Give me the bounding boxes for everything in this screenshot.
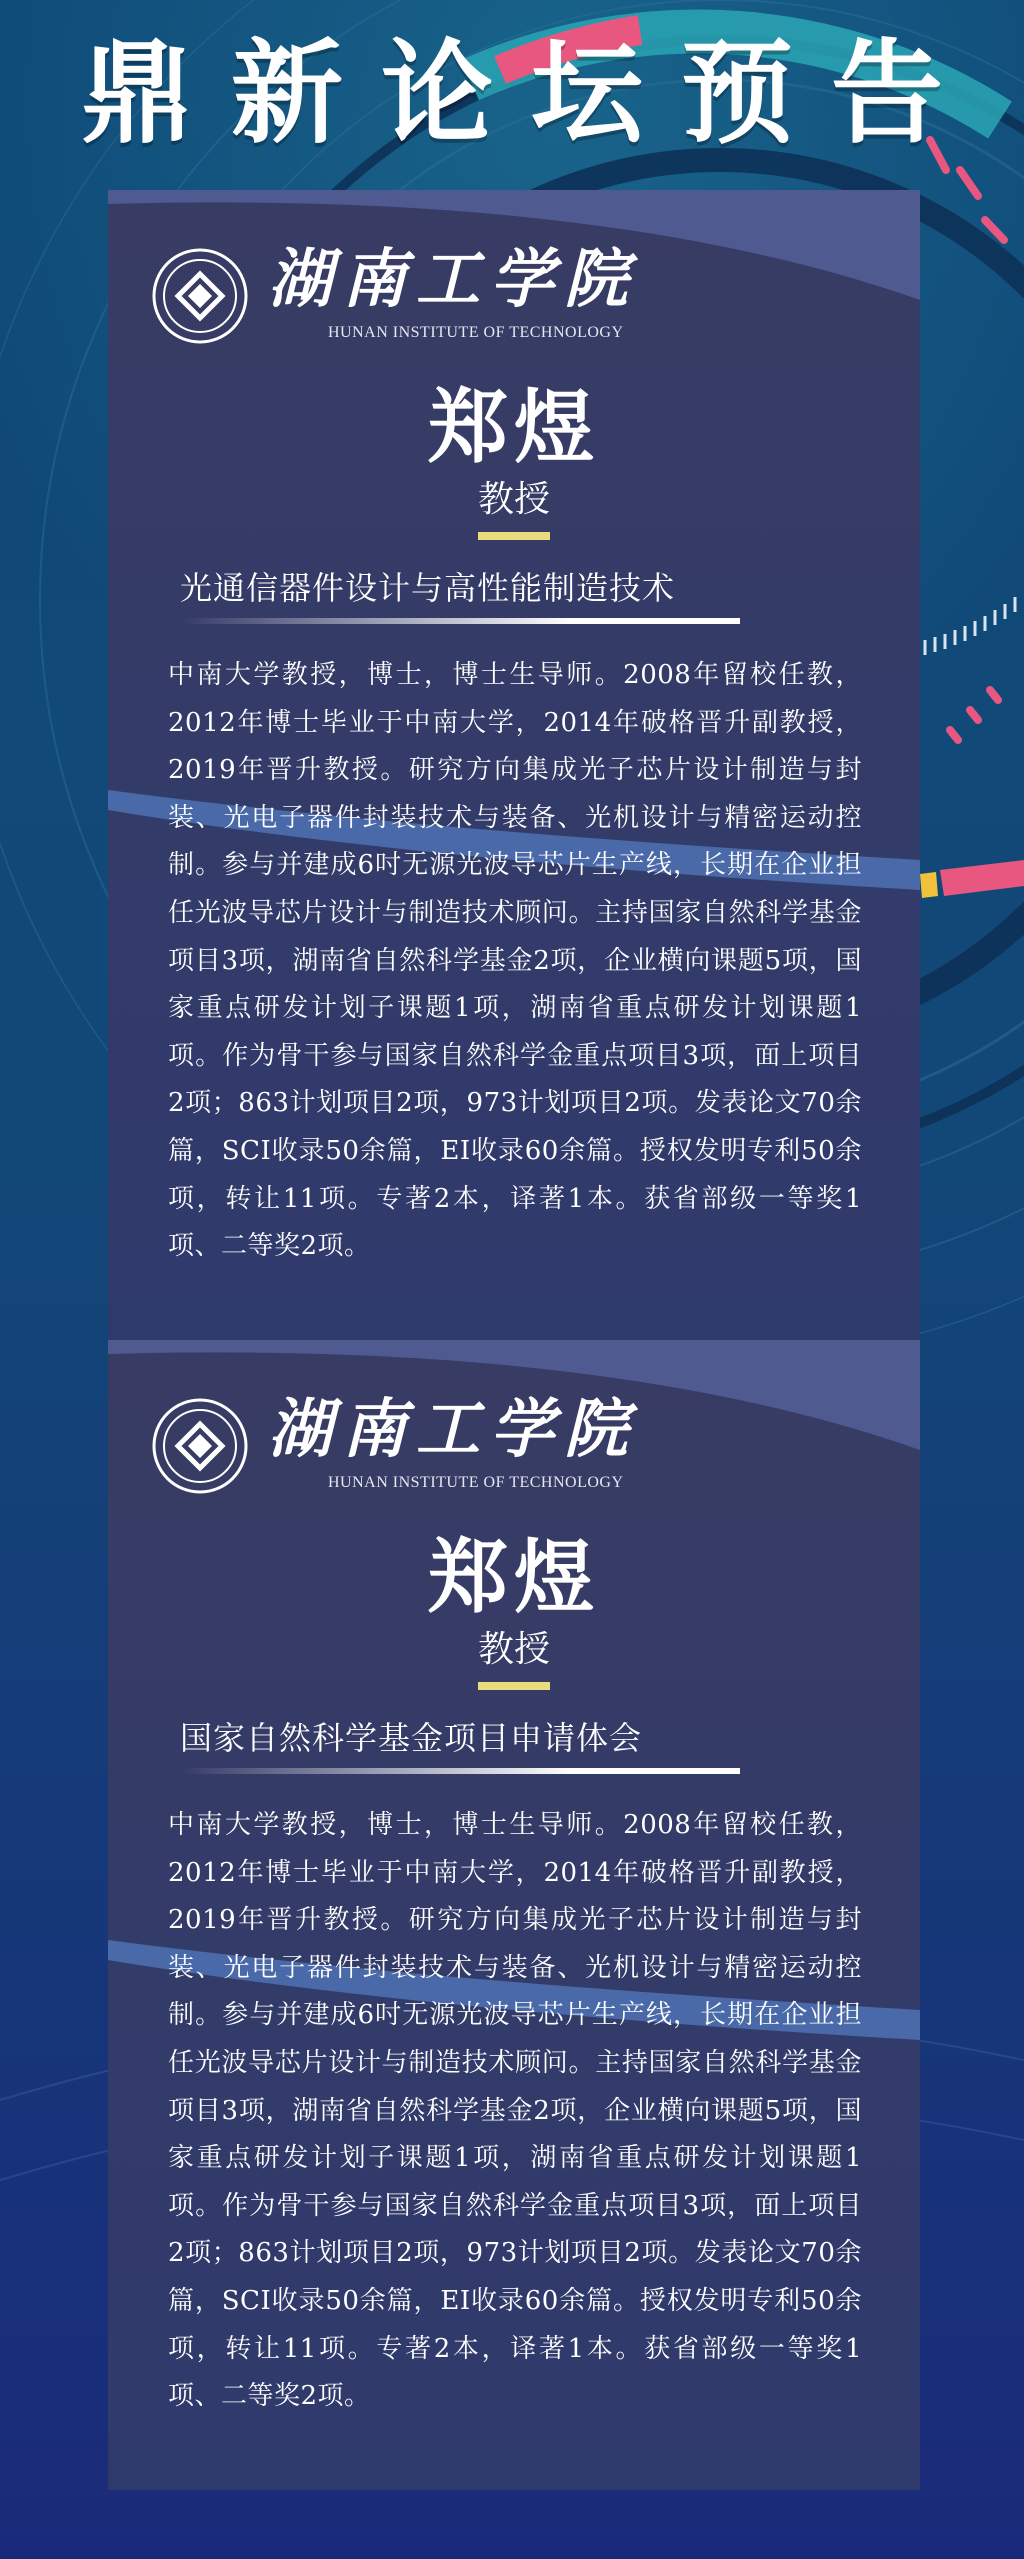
- topic-underline: [180, 618, 740, 624]
- university-logo: [152, 1392, 652, 1508]
- talk-card-1: [108, 190, 920, 1340]
- speaker-title: 教授: [477, 1629, 550, 1670]
- university-name-cn: 湖南工学院: [268, 242, 638, 317]
- speaker-name: 郑煜: [428, 1531, 600, 1624]
- speaker-name: 郑煜: [428, 381, 600, 474]
- page-title: 鼎新论坛预告: [81, 29, 981, 159]
- title-underline: [478, 1682, 550, 1690]
- university-name-en: HUNAN INSTITUTE OF TECHNOLOGY: [328, 1474, 624, 1491]
- title-underline: [478, 532, 550, 540]
- talk-topic: 光通信器件设计与高性能制造技术: [180, 569, 676, 607]
- university-seal-icon: [152, 1398, 248, 1494]
- university-seal-icon: [152, 248, 248, 344]
- university-logo: [152, 242, 652, 358]
- speaker-bio: 中南大学教授，博士，博士生导师。2008年留校任教，2012年博士毕业于中南大学，2014年破格晋升副教授，2019年晋升教授。研究方向集成光子芯片设计制造与封装、光电子器件封装技术与装备、光机设计与精密运动控制。参与并建成6吋无源光波导芯片生产线，长期在企业担任光波导芯片设计与制造技术顾问。主持国家自然科学基金项目3项，湖南省自然科学基金2项，企业横向课题5项，国家重点研发计划子课题1项，湖南省重点研发计划课题1项。作为骨干参与国家自然科学金重点项目3项，面上项目2项；863计划项目2项，973计划项目2项。发表论文70余篇，SCI收录50余篇，EI收录60余篇。授权发明专利50余项，转让11项。专著2本，译著1本。获省部级一等奖1项、二等奖2项。: [168, 660, 862, 1262]
- talk-topic: 国家自然科学基金项目申请体会: [180, 1719, 643, 1757]
- university-name-en: HUNAN INSTITUTE OF TECHNOLOGY: [328, 324, 624, 341]
- university-name-cn: 湖南工学院: [268, 1392, 638, 1467]
- speaker-bio: 中南大学教授，博士，博士生导师。2008年留校任教，2012年博士毕业于中南大学，2014年破格晋升副教授，2019年晋升教授。研究方向集成光子芯片设计制造与封装、光电子器件封装技术与装备、光机设计与精密运动控制。参与并建成6吋无源光波导芯片生产线，长期在企业担任光波导芯片设计与制造技术顾问。主持国家自然科学基金项目3项，湖南省自然科学基金2项，企业横向课题5项，国家重点研发计划子课题1项，湖南省重点研发计划课题1项。作为骨干参与国家自然科学金重点项目3项，面上项目2项；863计划项目2项，973计划项目2项。发表论文70余篇，SCI收录50余篇，EI收录60余篇。授权发明专利50余项，转让11项。专著2本，译著1本。获省部级一等奖1项、二等奖2项。: [168, 1810, 862, 2412]
- talk-card-2: [108, 1340, 920, 2490]
- topic-underline: [180, 1768, 740, 1774]
- speaker-title: 教授: [477, 479, 550, 520]
